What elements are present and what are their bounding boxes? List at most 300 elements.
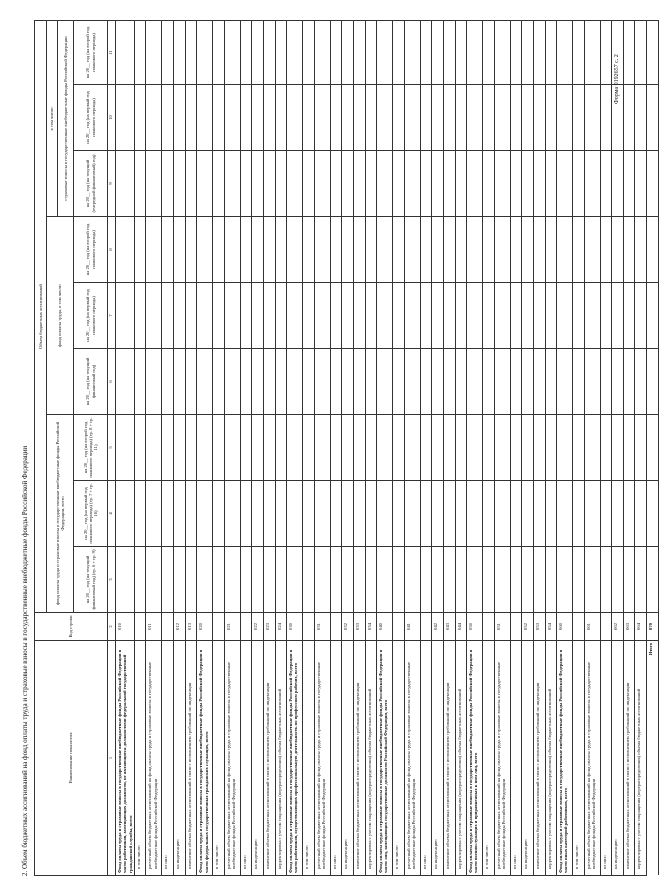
value-cell[interactable] [185,415,197,481]
value-cell[interactable] [224,415,240,481]
value-cell[interactable] [557,415,573,481]
value-cell[interactable] [330,349,342,415]
value-cell[interactable] [494,547,510,613]
value-cell[interactable] [197,217,213,283]
value-cell[interactable] [240,217,252,283]
value-cell[interactable] [353,283,365,349]
value-cell[interactable] [557,151,573,217]
value-cell[interactable] [240,151,252,217]
value-cell[interactable] [330,85,342,151]
value-cell[interactable] [162,415,174,481]
value-cell[interactable] [197,20,213,84]
value-cell[interactable] [522,151,534,217]
value-cell[interactable] [545,415,557,481]
value-cell[interactable] [174,547,186,613]
value-cell[interactable] [404,283,420,349]
value-cell[interactable] [483,151,495,217]
value-cell[interactable] [252,217,264,283]
value-cell[interactable] [600,283,612,349]
value-cell[interactable] [252,349,264,415]
value-cell[interactable] [224,283,240,349]
value-cell[interactable] [224,85,240,151]
value-cell[interactable] [174,217,186,283]
value-cell[interactable] [240,547,252,613]
value-cell[interactable] [510,151,522,217]
value-cell[interactable] [623,283,635,349]
value-cell[interactable] [467,349,483,415]
value-cell[interactable] [443,85,455,151]
value-cell[interactable] [443,547,455,613]
value-cell[interactable] [330,217,342,283]
value-cell[interactable] [573,415,585,481]
value-cell[interactable] [213,20,225,84]
value-cell[interactable] [162,20,174,84]
value-cell[interactable] [174,481,186,547]
value-cell[interactable] [573,283,585,349]
value-cell[interactable] [533,217,545,283]
value-cell[interactable] [162,85,174,151]
value-cell[interactable] [174,349,186,415]
value-cell[interactable] [584,415,600,481]
value-cell[interactable] [635,415,647,481]
value-cell[interactable] [510,547,522,613]
value-cell[interactable] [545,283,557,349]
value-cell[interactable] [483,283,495,349]
value-cell[interactable] [275,349,287,415]
value-cell[interactable] [483,547,495,613]
value-cell[interactable] [545,151,557,217]
value-cell[interactable] [600,481,612,547]
value-cell[interactable] [174,20,186,84]
value-cell[interactable] [510,283,522,349]
value-cell[interactable] [494,217,510,283]
value-cell[interactable] [404,151,420,217]
value-cell[interactable] [185,217,197,283]
value-cell[interactable] [404,415,420,481]
value-cell[interactable] [404,481,420,547]
value-cell[interactable] [146,349,162,415]
value-cell[interactable] [573,217,585,283]
value-cell[interactable] [623,481,635,547]
value-cell[interactable] [404,85,420,151]
value-cell[interactable] [252,415,264,481]
value-cell[interactable] [635,85,647,151]
value-cell[interactable] [303,415,315,481]
value-cell[interactable] [420,85,432,151]
value-cell[interactable] [197,283,213,349]
total-value-cell[interactable] [647,20,659,84]
value-cell[interactable] [303,20,315,84]
value-cell[interactable] [612,20,624,84]
value-cell[interactable] [303,547,315,613]
value-cell[interactable] [353,481,365,547]
value-cell[interactable] [162,481,174,547]
value-cell[interactable] [134,283,146,349]
value-cell[interactable] [264,217,276,283]
value-cell[interactable] [134,415,146,481]
value-cell[interactable] [483,349,495,415]
value-cell[interactable] [420,151,432,217]
value-cell[interactable] [377,547,393,613]
value-cell[interactable] [557,481,573,547]
value-cell[interactable] [455,151,467,217]
value-cell[interactable] [522,217,534,283]
value-cell[interactable] [197,151,213,217]
value-cell[interactable] [174,283,186,349]
value-cell[interactable] [494,481,510,547]
value-cell[interactable] [377,151,393,217]
value-cell[interactable] [432,547,444,613]
value-cell[interactable] [377,349,393,415]
value-cell[interactable] [455,547,467,613]
value-cell[interactable] [510,20,522,84]
value-cell[interactable] [213,283,225,349]
value-cell[interactable] [146,20,162,84]
value-cell[interactable] [342,217,354,283]
value-cell[interactable] [573,481,585,547]
value-cell[interactable] [522,283,534,349]
value-cell[interactable] [612,415,624,481]
value-cell[interactable] [510,217,522,283]
value-cell[interactable] [623,20,635,84]
value-cell[interactable] [303,283,315,349]
value-cell[interactable] [185,283,197,349]
value-cell[interactable] [342,20,354,84]
value-cell[interactable] [365,547,377,613]
value-cell[interactable] [162,151,174,217]
value-cell[interactable] [393,283,405,349]
value-cell[interactable] [240,415,252,481]
value-cell[interactable] [545,85,557,151]
value-cell[interactable] [353,20,365,84]
value-cell[interactable] [365,283,377,349]
value-cell[interactable] [213,85,225,151]
value-cell[interactable] [533,481,545,547]
value-cell[interactable] [342,349,354,415]
value-cell[interactable] [393,349,405,415]
value-cell[interactable] [533,415,545,481]
value-cell[interactable] [404,547,420,613]
value-cell[interactable] [494,283,510,349]
value-cell[interactable] [623,217,635,283]
value-cell[interactable] [467,547,483,613]
value-cell[interactable] [635,283,647,349]
value-cell[interactable] [432,481,444,547]
value-cell[interactable] [533,547,545,613]
value-cell[interactable] [612,481,624,547]
value-cell[interactable] [134,151,146,217]
value-cell[interactable] [522,547,534,613]
value-cell[interactable] [314,20,330,84]
value-cell[interactable] [483,20,495,84]
value-cell[interactable] [443,20,455,84]
value-cell[interactable] [420,481,432,547]
value-cell[interactable] [494,85,510,151]
value-cell[interactable] [224,547,240,613]
value-cell[interactable] [494,349,510,415]
value-cell[interactable] [116,283,135,349]
value-cell[interactable] [240,20,252,84]
value-cell[interactable] [287,349,303,415]
value-cell[interactable] [287,85,303,151]
value-cell[interactable] [494,151,510,217]
value-cell[interactable] [174,85,186,151]
value-cell[interactable] [573,151,585,217]
value-cell[interactable] [224,481,240,547]
value-cell[interactable] [116,20,135,84]
value-cell[interactable] [240,481,252,547]
value-cell[interactable] [623,547,635,613]
value-cell[interactable] [612,151,624,217]
value-cell[interactable] [303,349,315,415]
value-cell[interactable] [146,85,162,151]
value-cell[interactable] [545,547,557,613]
value-cell[interactable] [584,283,600,349]
value-cell[interactable] [264,349,276,415]
value-cell[interactable] [303,151,315,217]
value-cell[interactable] [185,151,197,217]
value-cell[interactable] [162,547,174,613]
value-cell[interactable] [197,481,213,547]
value-cell[interactable] [483,481,495,547]
value-cell[interactable] [275,547,287,613]
value-cell[interactable] [275,151,287,217]
value-cell[interactable] [330,481,342,547]
value-cell[interactable] [600,547,612,613]
value-cell[interactable] [377,85,393,151]
value-cell[interactable] [393,151,405,217]
value-cell[interactable] [432,85,444,151]
value-cell[interactable] [116,547,135,613]
value-cell[interactable] [420,415,432,481]
value-cell[interactable] [467,151,483,217]
value-cell[interactable] [224,217,240,283]
value-cell[interactable] [443,415,455,481]
value-cell[interactable] [377,283,393,349]
value-cell[interactable] [287,151,303,217]
value-cell[interactable] [314,151,330,217]
value-cell[interactable] [483,217,495,283]
value-cell[interactable] [134,20,146,84]
value-cell[interactable] [224,349,240,415]
value-cell[interactable] [612,547,624,613]
value-cell[interactable] [584,20,600,84]
value-cell[interactable] [275,415,287,481]
value-cell[interactable] [353,85,365,151]
value-cell[interactable] [342,547,354,613]
total-value-cell[interactable] [647,415,659,481]
value-cell[interactable] [612,349,624,415]
value-cell[interactable] [393,85,405,151]
value-cell[interactable] [557,349,573,415]
value-cell[interactable] [545,349,557,415]
value-cell[interactable] [420,217,432,283]
value-cell[interactable] [522,349,534,415]
value-cell[interactable] [600,20,612,84]
value-cell[interactable] [314,547,330,613]
value-cell[interactable] [545,20,557,84]
value-cell[interactable] [365,349,377,415]
value-cell[interactable] [314,85,330,151]
value-cell[interactable] [252,151,264,217]
value-cell[interactable] [635,349,647,415]
value-cell[interactable] [162,283,174,349]
value-cell[interactable] [443,283,455,349]
value-cell[interactable] [174,415,186,481]
value-cell[interactable] [377,415,393,481]
value-cell[interactable] [146,217,162,283]
total-value-cell[interactable] [647,151,659,217]
value-cell[interactable] [116,415,135,481]
value-cell[interactable] [213,349,225,415]
value-cell[interactable] [533,85,545,151]
value-cell[interactable] [287,283,303,349]
value-cell[interactable] [557,85,573,151]
value-cell[interactable] [275,20,287,84]
value-cell[interactable] [584,349,600,415]
value-cell[interactable] [432,415,444,481]
value-cell[interactable] [303,481,315,547]
value-cell[interactable] [635,547,647,613]
value-cell[interactable] [287,415,303,481]
value-cell[interactable] [494,20,510,84]
total-value-cell[interactable] [647,547,659,613]
value-cell[interactable] [146,547,162,613]
value-cell[interactable] [533,283,545,349]
value-cell[interactable] [467,415,483,481]
value-cell[interactable] [533,151,545,217]
value-cell[interactable] [533,20,545,84]
value-cell[interactable] [197,547,213,613]
value-cell[interactable] [330,151,342,217]
value-cell[interactable] [557,217,573,283]
value-cell[interactable] [483,415,495,481]
value-cell[interactable] [240,85,252,151]
value-cell[interactable] [573,85,585,151]
value-cell[interactable] [573,20,585,84]
value-cell[interactable] [600,349,612,415]
value-cell[interactable] [455,85,467,151]
value-cell[interactable] [533,349,545,415]
value-cell[interactable] [393,481,405,547]
value-cell[interactable] [116,481,135,547]
value-cell[interactable] [116,85,135,151]
value-cell[interactable] [185,85,197,151]
value-cell[interactable] [116,151,135,217]
value-cell[interactable] [455,481,467,547]
value-cell[interactable] [455,283,467,349]
value-cell[interactable] [240,283,252,349]
value-cell[interactable] [330,415,342,481]
value-cell[interactable] [510,85,522,151]
value-cell[interactable] [443,349,455,415]
value-cell[interactable] [213,547,225,613]
value-cell[interactable] [404,217,420,283]
value-cell[interactable] [455,20,467,84]
value-cell[interactable] [404,20,420,84]
value-cell[interactable] [573,349,585,415]
value-cell[interactable] [353,349,365,415]
value-cell[interactable] [443,151,455,217]
value-cell[interactable] [455,349,467,415]
value-cell[interactable] [584,85,600,151]
value-cell[interactable] [353,217,365,283]
value-cell[interactable] [314,217,330,283]
value-cell[interactable] [264,20,276,84]
value-cell[interactable] [213,217,225,283]
value-cell[interactable] [510,415,522,481]
value-cell[interactable] [252,283,264,349]
value-cell[interactable] [185,481,197,547]
value-cell[interactable] [365,151,377,217]
value-cell[interactable] [623,151,635,217]
value-cell[interactable] [185,547,197,613]
value-cell[interactable] [467,20,483,84]
total-value-cell[interactable] [647,217,659,283]
value-cell[interactable] [330,20,342,84]
value-cell[interactable] [134,481,146,547]
value-cell[interactable] [185,349,197,415]
value-cell[interactable] [522,20,534,84]
value-cell[interactable] [600,217,612,283]
value-cell[interactable] [365,415,377,481]
value-cell[interactable] [510,349,522,415]
value-cell[interactable] [213,481,225,547]
value-cell[interactable] [635,151,647,217]
value-cell[interactable] [287,481,303,547]
value-cell[interactable] [224,20,240,84]
value-cell[interactable] [584,151,600,217]
value-cell[interactable] [342,481,354,547]
value-cell[interactable] [162,217,174,283]
value-cell[interactable] [275,217,287,283]
value-cell[interactable] [623,415,635,481]
value-cell[interactable] [365,481,377,547]
value-cell[interactable] [342,283,354,349]
value-cell[interactable] [420,20,432,84]
value-cell[interactable] [600,415,612,481]
value-cell[interactable] [252,85,264,151]
value-cell[interactable] [314,415,330,481]
value-cell[interactable] [264,283,276,349]
value-cell[interactable] [557,20,573,84]
value-cell[interactable] [393,20,405,84]
value-cell[interactable] [134,85,146,151]
value-cell[interactable] [314,481,330,547]
value-cell[interactable] [116,217,135,283]
value-cell[interactable] [365,85,377,151]
total-value-cell[interactable] [647,85,659,151]
value-cell[interactable] [275,85,287,151]
value-cell[interactable] [432,349,444,415]
value-cell[interactable] [432,217,444,283]
value-cell[interactable] [174,151,186,217]
value-cell[interactable] [455,217,467,283]
value-cell[interactable] [314,283,330,349]
total-value-cell[interactable] [647,283,659,349]
value-cell[interactable] [264,547,276,613]
value-cell[interactable] [420,283,432,349]
value-cell[interactable] [353,151,365,217]
value-cell[interactable] [377,217,393,283]
value-cell[interactable] [467,217,483,283]
value-cell[interactable] [287,547,303,613]
value-cell[interactable] [342,415,354,481]
value-cell[interactable] [420,349,432,415]
value-cell[interactable] [522,415,534,481]
value-cell[interactable] [420,547,432,613]
value-cell[interactable] [467,283,483,349]
